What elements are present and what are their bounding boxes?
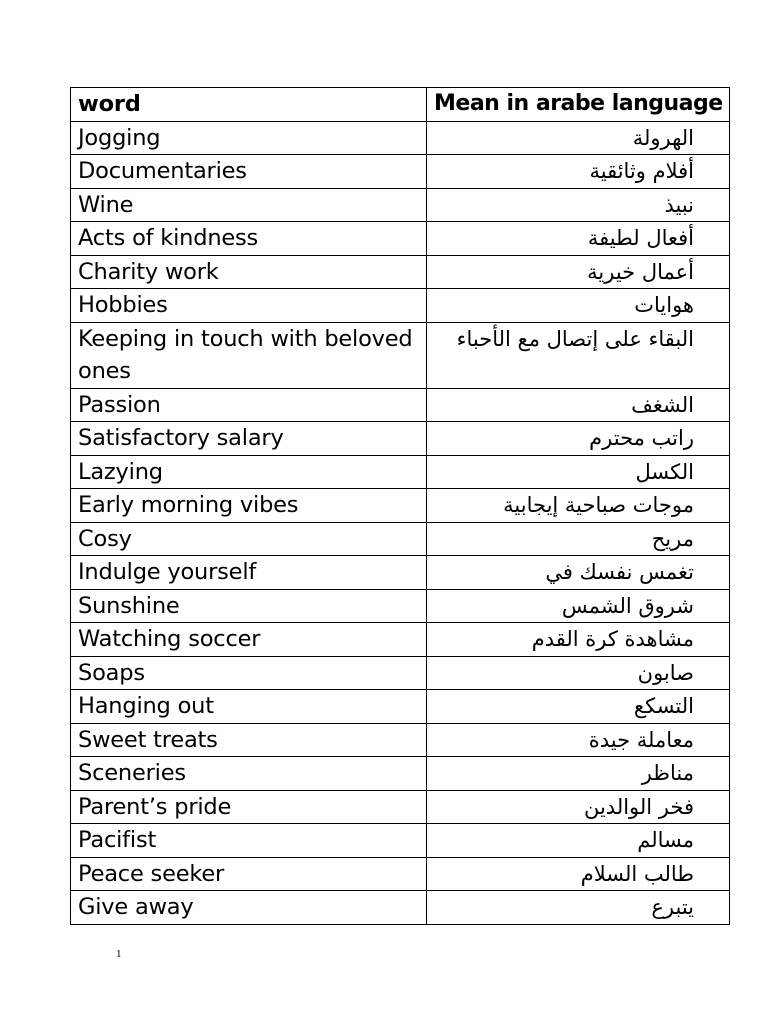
word-cell: Indulge yourself xyxy=(71,556,427,590)
table-row xyxy=(71,757,730,791)
table-row xyxy=(71,556,730,590)
table-row xyxy=(71,422,730,456)
table-header-row xyxy=(71,88,730,122)
meaning-cell: هوايات xyxy=(427,289,730,323)
meaning-cell: راتب محترم xyxy=(427,422,730,456)
meaning-cell: الهرولة xyxy=(427,121,730,155)
word-cell: Parent’s pride xyxy=(71,790,427,824)
meaning-cell: تغمس نفسك في xyxy=(427,556,730,590)
meaning-cell: شروق الشمس xyxy=(427,589,730,623)
word-cell: Hanging out xyxy=(71,690,427,724)
meaning-cell: مشاهدة كرة القدم xyxy=(427,623,730,657)
meaning-cell: التسكع xyxy=(427,690,730,724)
header-word: word xyxy=(71,88,427,122)
table-row xyxy=(71,857,730,891)
meaning-cell: مسالم xyxy=(427,824,730,858)
table-row xyxy=(71,790,730,824)
table-row xyxy=(71,455,730,489)
word-cell: Documentaries xyxy=(71,155,427,189)
meaning-cell: يتبرع xyxy=(427,891,730,925)
meaning-cell: معاملة جيدة xyxy=(427,723,730,757)
table-row xyxy=(71,322,730,388)
table-row xyxy=(71,289,730,323)
word-cell: Satisfactory salary xyxy=(71,422,427,456)
meaning-cell: أفعال لطيفة xyxy=(427,222,730,256)
word-cell: Passion xyxy=(71,388,427,422)
meaning-cell: نبيذ xyxy=(427,188,730,222)
table-row xyxy=(71,522,730,556)
table-row xyxy=(71,891,730,925)
meaning-cell: موجات صباحية إيجابية xyxy=(427,489,730,523)
word-cell: Lazying xyxy=(71,455,427,489)
table-row xyxy=(71,690,730,724)
word-cell: Pacifist xyxy=(71,824,427,858)
word-cell: Peace seeker xyxy=(71,857,427,891)
table-row xyxy=(71,489,730,523)
meaning-cell: الشغف xyxy=(427,388,730,422)
word-cell: Keeping in touch with beloved ones xyxy=(71,322,427,388)
word-cell: Hobbies xyxy=(71,289,427,323)
word-cell: Charity work xyxy=(71,255,427,289)
table-row xyxy=(71,723,730,757)
table-row xyxy=(71,255,730,289)
meaning-cell: مريح xyxy=(427,522,730,556)
meaning-cell: طالب السلام xyxy=(427,857,730,891)
table-row xyxy=(71,222,730,256)
table-row xyxy=(71,824,730,858)
table-row xyxy=(71,656,730,690)
word-cell: Early morning vibes xyxy=(71,489,427,523)
table-row xyxy=(71,388,730,422)
vocabulary-table-body xyxy=(71,88,730,925)
vocabulary-table xyxy=(70,87,730,925)
word-cell: Wine xyxy=(71,188,427,222)
word-cell: Sunshine xyxy=(71,589,427,623)
header-meaning: Mean in arabe language xyxy=(427,88,730,122)
table-row xyxy=(71,623,730,657)
meaning-cell: مناظر xyxy=(427,757,730,791)
meaning-cell: أعمال خيرية xyxy=(427,255,730,289)
table-row xyxy=(71,188,730,222)
word-cell: Give away xyxy=(71,891,427,925)
word-cell: Sceneries xyxy=(71,757,427,791)
word-cell: Watching soccer xyxy=(71,623,427,657)
meaning-cell: فخر الوالدين xyxy=(427,790,730,824)
table-row xyxy=(71,121,730,155)
meaning-cell: الكسل xyxy=(427,455,730,489)
word-cell: Acts of kindness xyxy=(71,222,427,256)
table-row xyxy=(71,589,730,623)
meaning-cell: صابون xyxy=(427,656,730,690)
meaning-cell: البقاء على إتصال مع الأحباء xyxy=(427,322,730,388)
table-row xyxy=(71,155,730,189)
word-cell: Sweet treats xyxy=(71,723,427,757)
page-number: 1 xyxy=(116,948,122,960)
meaning-cell: أفلام وثائقية xyxy=(427,155,730,189)
word-cell: Jogging xyxy=(71,121,427,155)
word-cell: Soaps xyxy=(71,656,427,690)
word-cell: Cosy xyxy=(71,522,427,556)
